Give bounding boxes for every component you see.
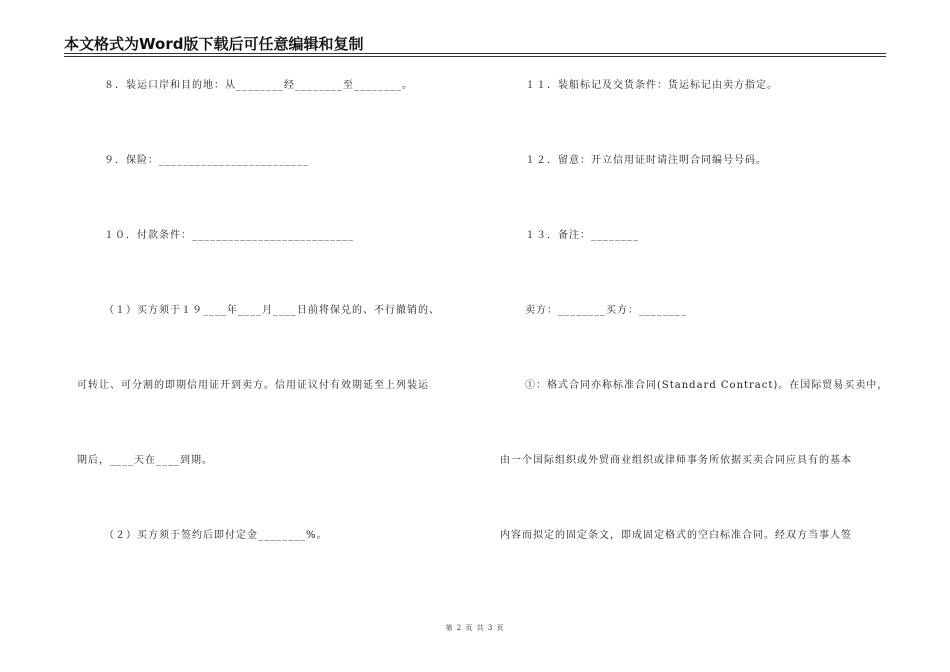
clause-10-item-1-line-3: 期后，____天在____到期。 xyxy=(77,455,213,466)
clause-10-item-1-line-1: （１）买方须于１９____年____月____日前将保兑的、不行撤销的、 xyxy=(104,305,440,316)
footnote-1-line-1: ①：格式合同亦称标准合同(Standard Contract)。在国际贸易买卖中， xyxy=(525,380,889,391)
header-rule-top xyxy=(64,53,886,54)
header-rule-bottom xyxy=(64,56,886,57)
seller-buyer-signature-line: 卖方：________买方：________ xyxy=(525,305,687,316)
clause-12-notice: １２．留意：开立信用证时请注明合同编号号码。 xyxy=(525,155,767,166)
footnote-1-line-2: 由一个国际组织或外贸商业组织或律师事务所依据买卖合同应具有的基本 xyxy=(500,455,852,466)
clause-10-item-1-line-2: 可转让、可分割的即期信用证开到卖方。信用证议付有效期延至上列装运 xyxy=(77,380,429,391)
clause-10-item-2-deposit: （２）买方须于签约后即付定金________%。 xyxy=(104,530,328,541)
clause-9-insurance: ９．保险：_________________________ xyxy=(104,155,309,166)
clause-8-shipping-port: ８．装运口岸和目的地：从________经________至________。 xyxy=(104,80,413,91)
clause-11-shipping-marks: １１．装船标记及交货条件：货运标记由卖方指定。 xyxy=(525,80,778,91)
clause-13-remarks: １３．备注：________ xyxy=(525,230,639,241)
document-header-title: 本文格式为Word版下载后可任意编辑和复制 xyxy=(64,35,364,53)
footnote-1-line-3: 内容而拟定的固定条文，即成固定格式的空白标准合同。经双方当事人签 xyxy=(500,530,852,541)
clause-10-payment-terms: １０．付款条件：___________________________ xyxy=(104,230,354,241)
page-number-footer: 第 2 页 共 3 页 xyxy=(445,624,505,632)
